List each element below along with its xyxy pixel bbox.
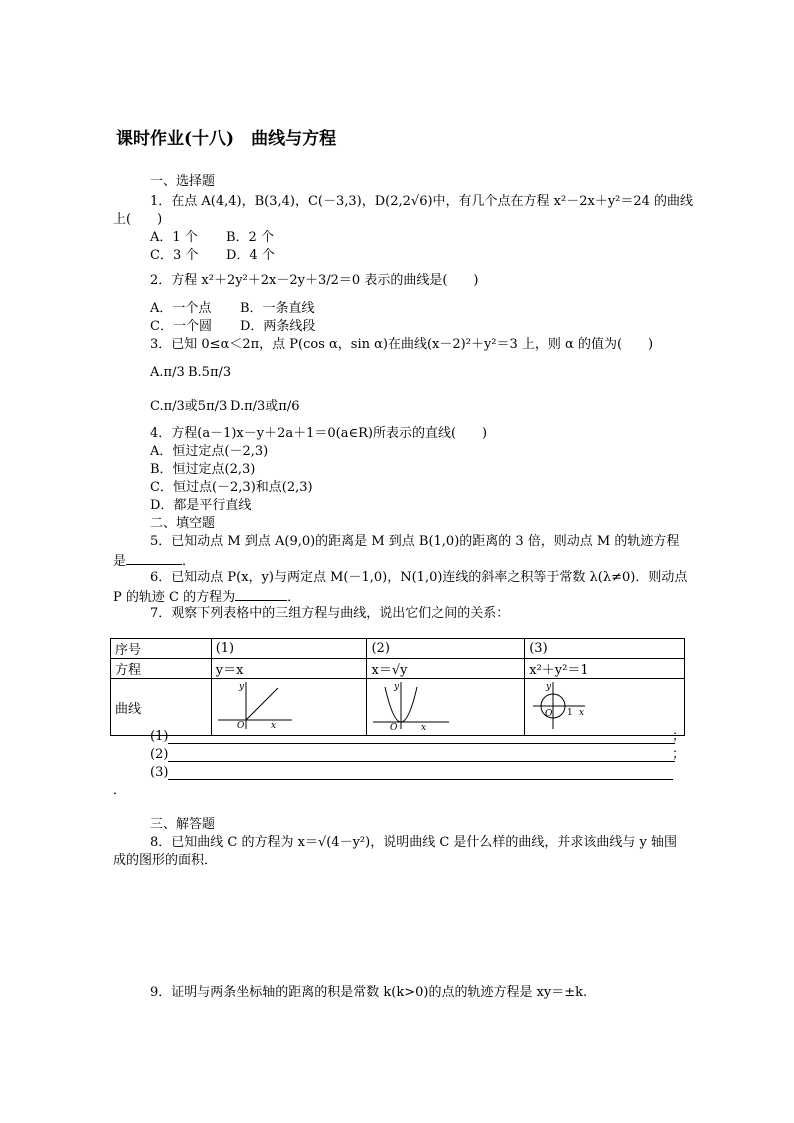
q3-option-d: D.π/3或π/6 xyxy=(230,399,300,414)
col1-equation: y＝x xyxy=(211,659,367,679)
q9-line1: 9．证明与两条坐标轴的距离的积是常数 k(k>0)的点的轨迹方程是 xy＝±k. xyxy=(150,985,588,1000)
page-title: 课时作业(十八) 曲线与方程 xyxy=(116,129,337,149)
graph-parabola-half xyxy=(371,679,451,731)
col2-equation: x＝√y xyxy=(367,659,525,679)
col1-curve xyxy=(211,679,367,736)
q6-period: ． xyxy=(287,590,301,605)
row-label-curve: 曲线 xyxy=(111,679,212,736)
col3-curve xyxy=(525,679,685,736)
origin-label: O xyxy=(545,709,553,719)
q7-answer-label-3: (3) xyxy=(150,765,169,780)
q1-line2: 上( ) xyxy=(113,212,163,227)
curve-ray xyxy=(246,688,278,720)
col1-number: (1) xyxy=(211,639,367,659)
q2-option-d: D．两条线段 xyxy=(240,319,316,334)
q5-period: ． xyxy=(182,554,196,569)
q4-option-a: A．恒过定点(－2,3) xyxy=(150,444,269,459)
q7-table xyxy=(110,638,685,736)
origin-label: O xyxy=(236,721,245,731)
section-heading-solve: 三、解答题 xyxy=(150,817,216,832)
q4-stem: 4．方程(a－1)x－y＋2a＋1＝0(a∈R)所表示的直线( ) xyxy=(150,426,488,441)
q8-line2: 成的图形的面积． xyxy=(113,853,218,868)
q2-option-c: C．一个圆 xyxy=(150,319,212,334)
q3-option-a: A.π/3 xyxy=(150,365,185,380)
graph-line-y-equals-x xyxy=(216,679,296,731)
q7-stem: 7．观察下列表格中的三组方程与曲线，说出它们之间的关系： xyxy=(150,606,510,621)
q6-line2-text: P 的轨迹 C 的方程为 xyxy=(113,590,236,605)
q7-table-row-number xyxy=(111,639,685,659)
q7-answer-end-2: ； xyxy=(672,747,686,762)
q2-option-b: B．一条直线 xyxy=(240,301,315,316)
q5-line1: 5．已知动点 M 到点 A(9,0)的距离是 M 到点 B(1,0)的距离的 3 倍，则动点 M 的轨迹方程 xyxy=(150,534,680,549)
row-label-number: 序号 xyxy=(111,639,212,659)
q1-line1: 1．在点 A(4,4)，B(3,4)，C(－3,3)，D(2,2√6)中，有几个点在方程 x²－2x＋y²＝24 的曲线 xyxy=(150,194,694,209)
row-label-equation: 方程 xyxy=(111,659,212,679)
q5-answer-blank[interactable] xyxy=(126,551,182,565)
q6-line1: 6．已知动点 P(x，y)与两定点 M(－1,0)，N(1,0)连线的斜率之积等于常数 λ(λ≠0)．则动点 xyxy=(150,570,688,585)
q5-line2 xyxy=(113,551,195,570)
y-axis-label: y xyxy=(238,682,244,692)
section-heading-choice: 一、选择题 xyxy=(150,174,216,189)
section-heading-fill: 二、填空题 xyxy=(150,516,216,531)
q6-line2 xyxy=(113,587,300,606)
q6-answer-blank[interactable] xyxy=(235,587,287,601)
col2-number: (2) xyxy=(367,639,525,659)
q1-option-a: A．1 个 xyxy=(150,230,198,245)
x-axis-label: x xyxy=(579,708,585,718)
q5-line2-text: 是 xyxy=(113,554,127,569)
q7-table-row-curve xyxy=(111,679,685,736)
col2-curve xyxy=(367,679,525,736)
origin-label: O xyxy=(390,723,398,731)
q7-answer-label-1: (1) xyxy=(150,729,169,744)
q7-answer-end-1: ； xyxy=(672,729,686,744)
y-axis-label: y xyxy=(546,682,552,692)
q4-option-c: C．恒过点(－2,3)和点(2,3) xyxy=(150,480,313,495)
x-axis-label: x xyxy=(421,723,427,731)
col3-number: (3) xyxy=(525,639,685,659)
col3-equation: x²＋y²＝1 xyxy=(525,659,685,679)
q3-stem: 3．已知 0≤α＜2π，点 P(cos α，sin α)在曲线(x－2)²＋y²＝3 上，则 α 的值为( ) xyxy=(150,337,654,352)
q7-answer-line-3[interactable] xyxy=(168,778,673,780)
q7-answer-line-2[interactable] xyxy=(168,760,675,762)
q3-option-c: C.π/3或5π/3 xyxy=(150,399,228,414)
graph-unit-circle xyxy=(529,679,609,731)
q1-option-c: C．3 个 xyxy=(150,248,199,263)
q2-option-a: A．一个点 xyxy=(150,301,212,316)
q3-option-b: B.5π/3 xyxy=(188,365,232,380)
x-axis-label: x xyxy=(270,721,276,731)
q7-answer-end-3: ． xyxy=(113,783,127,798)
q7-answer-line-1[interactable] xyxy=(168,742,675,744)
unit-label: 1 xyxy=(567,708,573,718)
q7-table-row-equation xyxy=(111,659,685,679)
y-axis-label: y xyxy=(394,682,400,692)
q4-option-d: D．都是平行直线 xyxy=(150,498,252,513)
q4-option-b: B．恒过定点(2,3) xyxy=(150,462,256,477)
q7-answer-label-2: (2) xyxy=(150,747,169,762)
q8-line1: 8．已知曲线 C 的方程为 x＝√(4－y²)，说明曲线 C 是什么样的曲线，并求该曲线与 y 轴围 xyxy=(150,835,678,850)
q2-stem: 2．方程 x²＋2y²＋2x－2y＋3/2＝0 表示的曲线是( ) xyxy=(150,273,479,288)
q1-option-d: D．4 个 xyxy=(226,248,275,263)
q1-option-b: B．2 个 xyxy=(226,230,274,245)
